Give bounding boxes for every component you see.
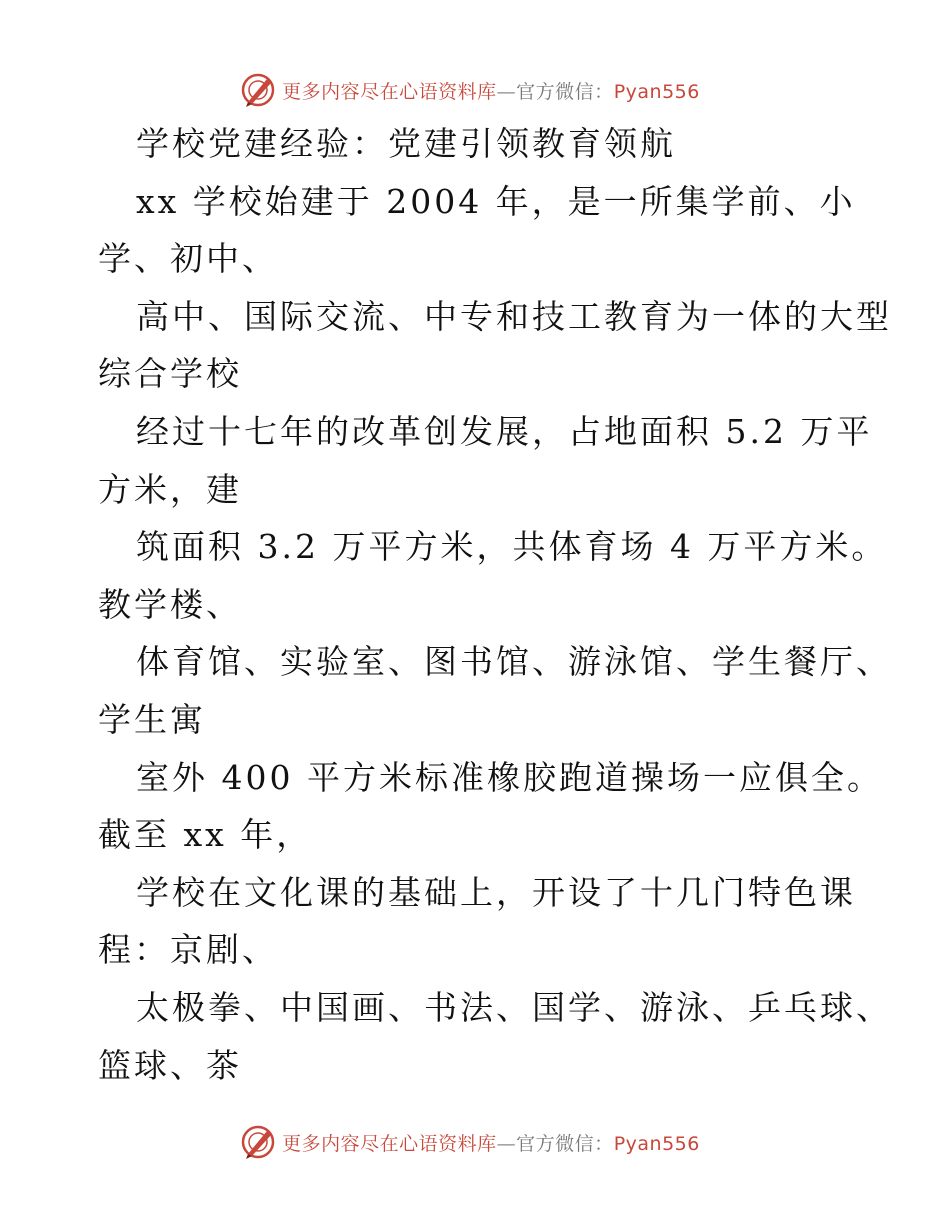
header-wechat-id: Pyan556 (613, 80, 700, 103)
text-line: 体育馆、实验室、图书馆、游泳馆、学生餐厅、 (136, 642, 892, 682)
text-line: 经过十七年的改革创发展，占地面积 5.2 万平 (136, 411, 873, 451)
text-line: 室外 400 平方米标准橡胶跑道操场一应俱全。 (136, 757, 883, 797)
text-line: 篮球、茶 (98, 1045, 242, 1085)
footer-site-name: 更多内容尽在心语资料库 (282, 1132, 497, 1155)
footer-dash: — (496, 1132, 517, 1155)
text-line: 学、初中、 (98, 239, 278, 279)
text-line: 程：京剧、 (98, 930, 278, 970)
pen-logo-icon (240, 72, 276, 108)
pen-logo-icon (240, 1124, 276, 1160)
text-line: 太极拳、中国画、书法、国学、游泳、乒乓球、 (136, 987, 892, 1027)
footer-banner (0, 1122, 950, 1162)
text-line: 教学楼、 (98, 584, 242, 624)
header-dash: — (496, 80, 517, 103)
footer-wechat-label: 官方微信： (516, 1132, 614, 1155)
header-wechat-label: 官方微信： (516, 80, 614, 103)
text-line: xx 学校始建于 2004 年，是一所集学前、小 (136, 181, 856, 221)
header-banner (0, 70, 950, 110)
footer-banner-text (282, 1129, 700, 1156)
header-banner-text (282, 77, 700, 104)
header-banner-inner (240, 72, 700, 108)
text-line: 方米，建 (98, 469, 242, 509)
document-body (98, 115, 892, 1094)
text-line: 筑面积 3.2 万平方米，共体育场 4 万平方米。 (136, 527, 888, 567)
text-line: 学校党建经验：党建引领教育领航 (136, 124, 676, 163)
text-line: 学校在文化课的基础上，开设了十几门特色课 (136, 872, 856, 912)
header-site-name: 更多内容尽在心语资料库 (282, 80, 497, 103)
footer-wechat-id: Pyan556 (613, 1132, 700, 1155)
text-line: 学生寓 (98, 699, 206, 739)
text-line: 截至 xx 年， (98, 815, 313, 855)
footer-banner-inner (240, 1124, 700, 1160)
text-line: 综合学校 (98, 354, 242, 394)
text-line: 高中、国际交流、中专和技工教育为一体的大型 (136, 296, 892, 336)
